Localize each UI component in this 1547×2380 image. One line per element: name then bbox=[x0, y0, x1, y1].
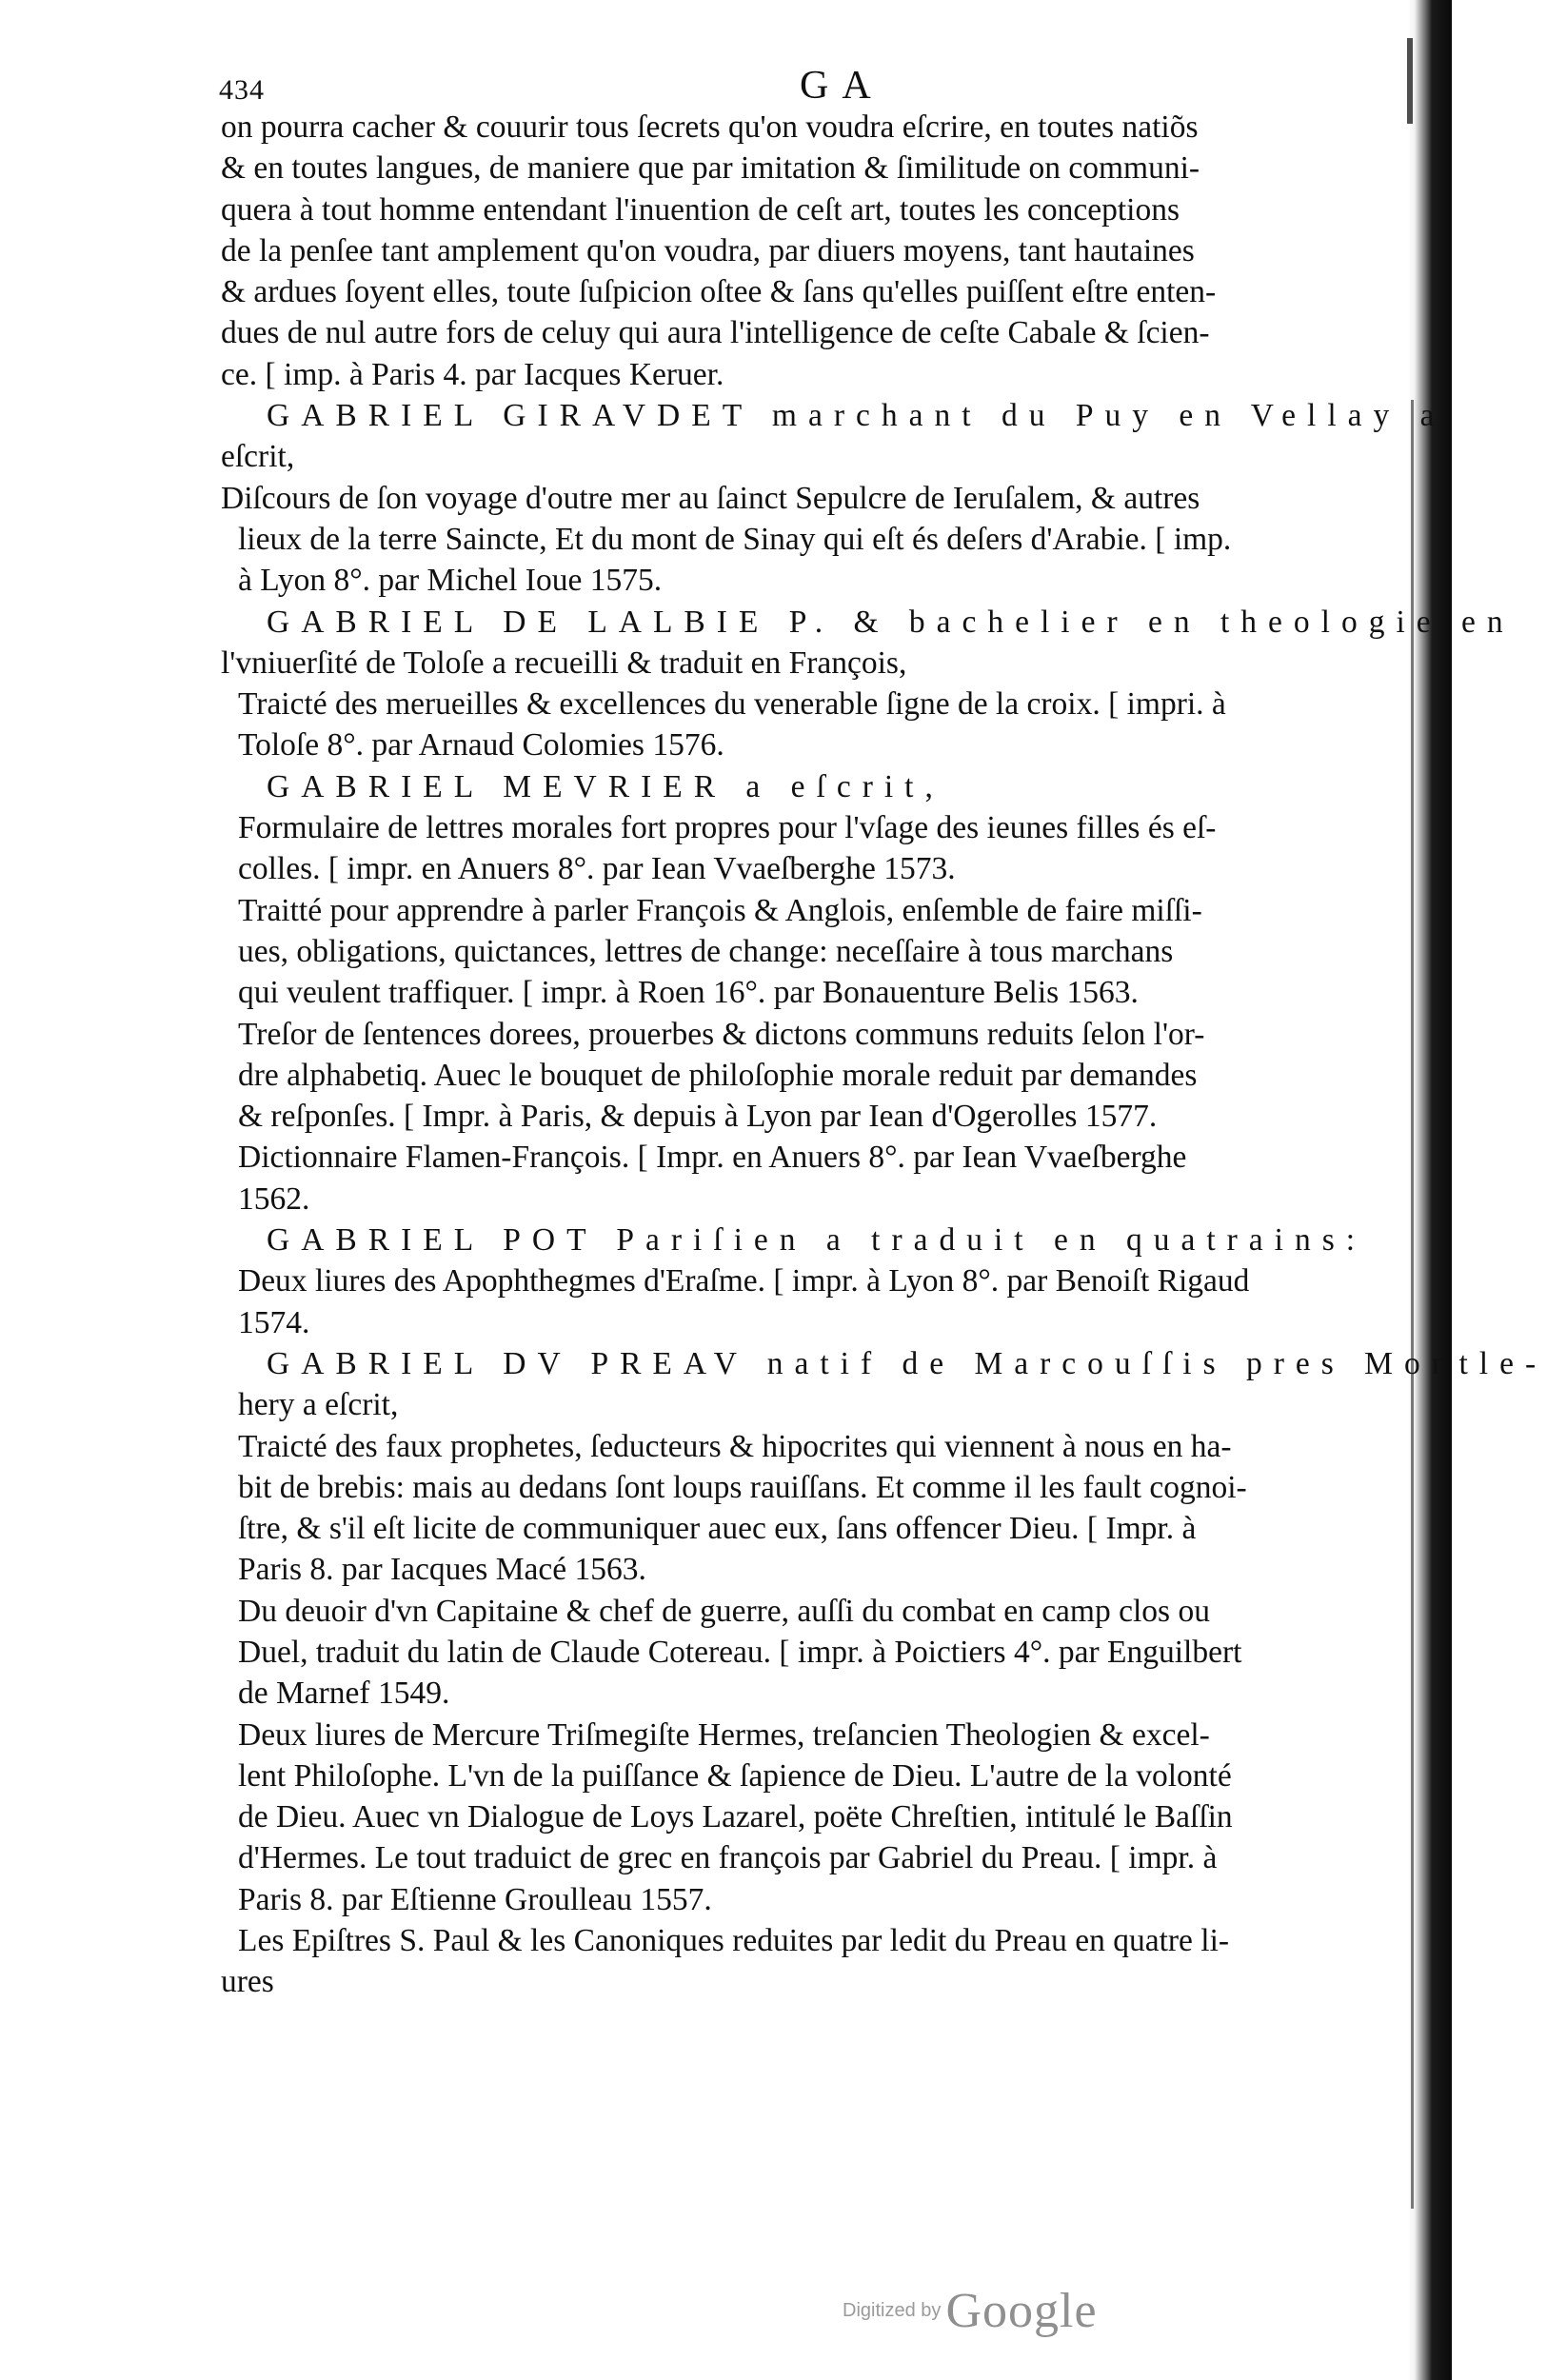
text-line: Paris 8. par Eſtienne Groulleau 1557. bbox=[238, 1881, 712, 1917]
author-heading: GABRIEL POT Pariſien a traduit en quatrains: bbox=[267, 1222, 1367, 1259]
text-line: 1574. bbox=[238, 1304, 310, 1340]
running-head: GA bbox=[800, 64, 884, 108]
text-line: eſcrit, bbox=[221, 439, 295, 475]
text-line: 1562. bbox=[238, 1180, 310, 1217]
text-line: on pourra cacher & couurir tous ſecrets qu'on voudra eſcrire, en toutes natiõs bbox=[221, 109, 1199, 145]
text-line: ſtre, & s'il eſt licite de communiquer auec eux, ſans offencer Dieu. [ Impr. à bbox=[238, 1511, 1197, 1547]
entry-line: Du deuoir d'vn Capitaine & chef de guerre, auſſi du combat en camp clos ou bbox=[238, 1593, 1210, 1629]
author-heading: GABRIEL MEVRIER a eſcrit, bbox=[267, 768, 944, 804]
text-line: ues, obligations, quictances, lettres de change: neceſſaire à tous marchans bbox=[238, 933, 1174, 969]
text-line: d'Hermes. Le tout traduict de grec en françois par Gabriel du Preau. [ impr. à bbox=[238, 1840, 1218, 1876]
entry-line: Treſor de ſentences dorees, prouerbes & dictons communs reduits ſelon l'or- bbox=[238, 1016, 1205, 1052]
entry-line: Traitté pour apprendre à parler François & Anglois, enſemble de faire miſſi- bbox=[238, 892, 1202, 928]
text-line: bit de brebis: mais au dedans ſont loups rauiſſans. Et comme il les fault cognoi- bbox=[238, 1469, 1247, 1505]
text-line: Paris 8. par Iacques Macé 1563. bbox=[238, 1552, 646, 1588]
text-line: lent Philoſophe. L'vn de la puiſſance & ſapience de Dieu. L'autre de la volonté bbox=[238, 1757, 1232, 1794]
author-heading: GABRIEL GIRAVDET marchant du Puy en Vellay a bbox=[267, 398, 1446, 434]
text-line: hery a eſcrit, bbox=[238, 1387, 399, 1423]
author-heading: GABRIEL DE LALBIE P. & bachelier en theologie en bbox=[267, 604, 1515, 640]
text-line: Duel, traduit du latin de Claude Cotereau. [ impr. à Poictiers 4°. par Enguilbert bbox=[238, 1634, 1242, 1670]
entry-line: Deux liures des Apophthegmes d'Eraſme. [ impr. à Lyon 8°. par Benoiſt Rigaud bbox=[238, 1263, 1250, 1299]
text-line: quera à tout homme entendant l'inuention de ceſt art, toutes les conceptions bbox=[221, 191, 1180, 228]
text-line: l'vniuerſité de Toloſe a recueilli & traduit en François, bbox=[221, 645, 907, 681]
text-line: de Marnef 1549. bbox=[238, 1676, 450, 1712]
entry-line: Formulaire de lettres morales fort propres pour l'vſage des ieunes filles és eſ- bbox=[238, 810, 1217, 846]
page-header bbox=[219, 64, 1390, 108]
text-line: & en toutes langues, de maniere que par imitation & ſimilitude on communi- bbox=[221, 150, 1200, 187]
text-line: colles. [ impr. en Anuers 8°. par Iean Vvaeſberghe 1573. bbox=[238, 851, 956, 887]
main-text bbox=[221, 107, 1547, 2003]
text-line: & reſponſes. [ Impr. à Paris, & depuis à Lyon par Iean d'Ogerolles 1577. bbox=[238, 1099, 1158, 1135]
binding-mark bbox=[1407, 38, 1413, 124]
page-number: 434 bbox=[219, 74, 265, 106]
text-line: & ardues ſoyent elles, toute ſuſpicion oſtee & ſans qu'elles puiſſent eſtre enten- bbox=[221, 274, 1217, 310]
text-line: dues de nul autre fors de celuy qui aura l'intelligence de ceſte Cabale & ſcien- bbox=[221, 315, 1210, 351]
text-line: lieux de la terre Saincte, Et du mont de Sinay qui eſt és deſers d'Arabie. [ imp. bbox=[238, 521, 1232, 557]
google-logo: Google bbox=[945, 2284, 1098, 2338]
catchword: ures bbox=[221, 1964, 274, 2000]
text-line: à Lyon 8°. par Michel Ioue 1575. bbox=[238, 563, 663, 599]
text-line: de la penſee tant amplement qu'on voudra, par diuers moyens, tant hautaines bbox=[221, 232, 1195, 268]
text-line: qui veulent traffiquer. [ impr. à Roen 16°. par Bonauenture Belis 1563. bbox=[238, 975, 1139, 1011]
entry-line: Traicté des merueilles & excellences du venerable ſigne de la croix. [ impri. à bbox=[238, 686, 1226, 723]
entry-line: Deux liures de Mercure Triſmegiſte Hermes, treſancien Theologien & excel- bbox=[238, 1716, 1210, 1753]
page-edge-line bbox=[1411, 400, 1419, 2209]
text-line: Toloſe 8°. par Arnaud Colomies 1576. bbox=[238, 727, 724, 764]
entry-line: Diſcours de ſon voyage d'outre mer au ſainct Sepulcre de Ieruſalem, & autres bbox=[221, 480, 1200, 516]
text-line: de Dieu. Auec vn Dialogue de Loys Lazarel, poëte Chreſtien, intitulé le Baſſin bbox=[238, 1799, 1233, 1835]
author-heading: GABRIEL DV PREAV natif de Marcouſſis pres Montle- bbox=[267, 1345, 1547, 1381]
text-line: dre alphabetiq. Auec le bouquet de philoſophie morale reduit par demandes bbox=[238, 1057, 1198, 1093]
digitization-watermark bbox=[843, 2283, 1098, 2340]
entry-line: Traicté des faux prophetes, ſeducteurs & hipocrites qui viennent à nous en ha- bbox=[238, 1428, 1232, 1464]
entry-line: Dictionnaire Flamen-François. [ Impr. en Anuers 8°. par Iean Vvaeſberghe bbox=[238, 1140, 1187, 1176]
digitized-label: Digitized by bbox=[843, 2300, 942, 2321]
text-line: ce. [ imp. à Paris 4. par Iacques Keruer. bbox=[221, 356, 724, 392]
entry-line: Les Epiſtres S. Paul & les Canoniques reduites par ledit du Preau en quatre li- bbox=[238, 1923, 1230, 1959]
